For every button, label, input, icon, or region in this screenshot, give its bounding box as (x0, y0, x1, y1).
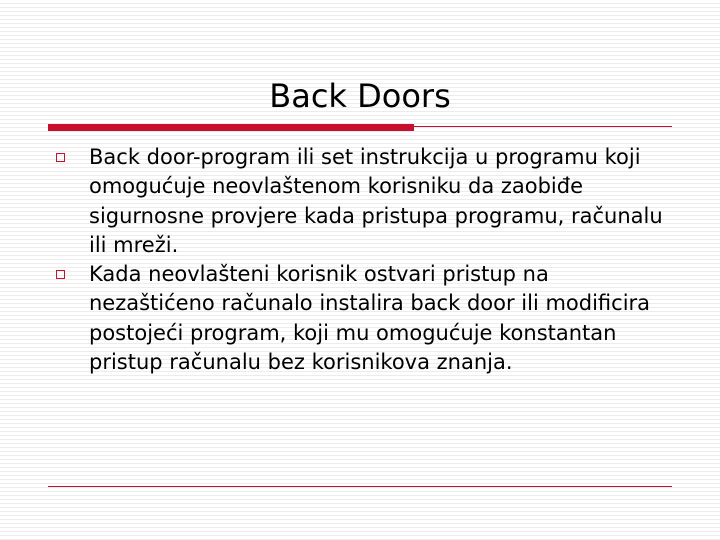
bullet-text: Back door-program ili set instrukcija u programu koji omogućuje neovlaštenom korisniku da zaobiđe sigurnosne provjere kada pristupa programu, računalu ili mreži. (89, 145, 663, 257)
bullet-list (56, 143, 666, 377)
hollow-square-bullet-icon (56, 153, 65, 162)
title-underline-thin (414, 126, 672, 127)
bullet-item (56, 260, 666, 377)
title-underline-thick (48, 124, 414, 131)
footer-divider (48, 486, 672, 487)
bullet-text: Kada neovlašteni korisnik ostvari pristup na nezaštićeno računalo instalira back door ili modificira postojeći program, koji mu omogućuje konstantan pristup računalu bez korisnikova znanja. (89, 262, 651, 375)
slide-title (0, 76, 720, 116)
hollow-square-bullet-icon (56, 270, 65, 279)
slide-title-text: Back Doors (269, 77, 451, 115)
bullet-item (56, 143, 666, 260)
